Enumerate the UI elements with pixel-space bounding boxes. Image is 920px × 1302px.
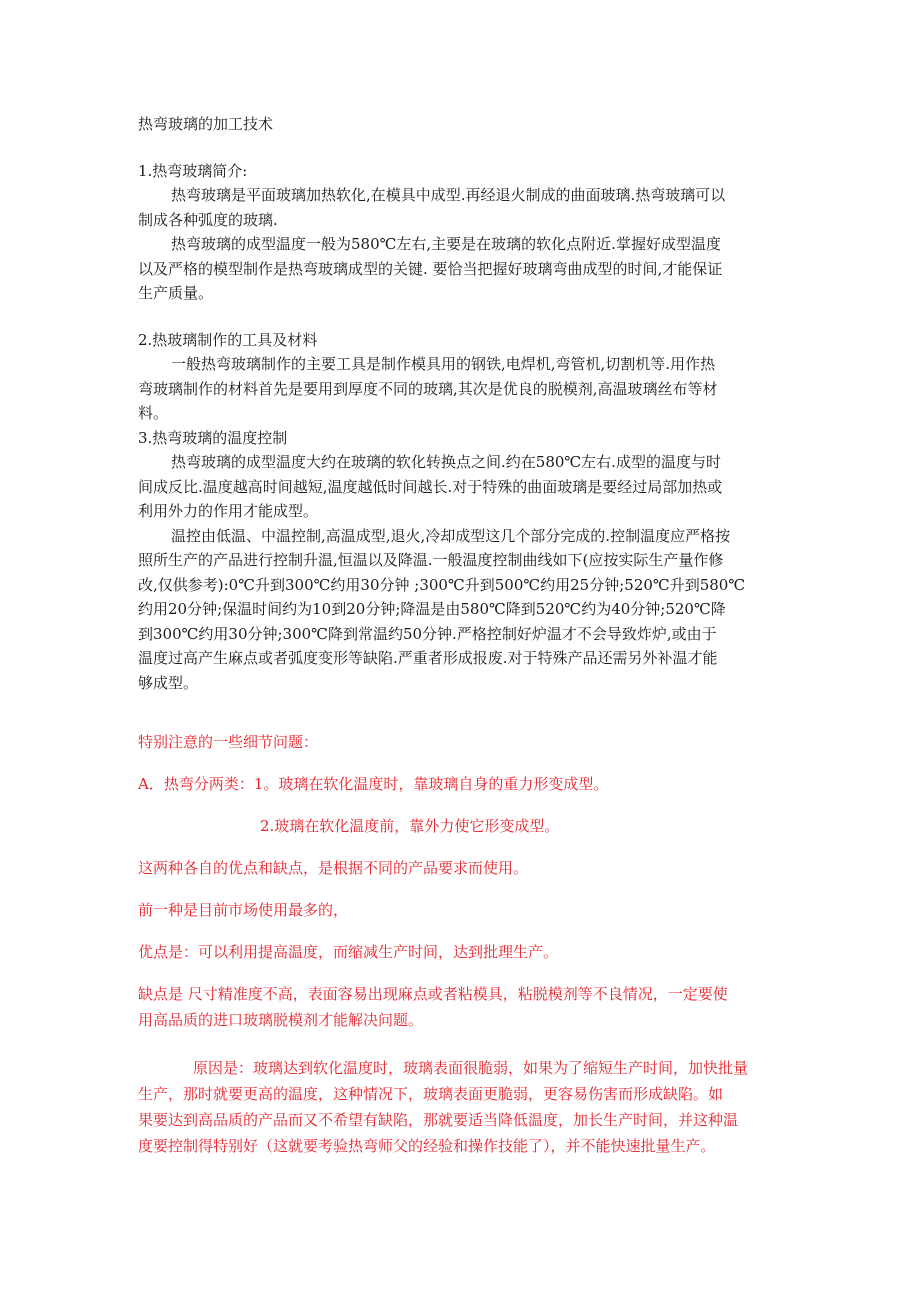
paragraph-line: 温度过高产生麻点或者弧度变形等缺陷.严重者形成报废.对于特殊产品还需另外补温才能 [138, 649, 718, 667]
note-reason-line: 度要控制得特别好（这就要考验热弯师父的经验和操作技能了），并不能快速批量生产。 [138, 1137, 716, 1155]
note-former: 前一种是目前市场使用最多的， [138, 901, 349, 919]
notes-section [138, 729, 788, 1159]
section-heading: 3.热弯玻璃的温度控制 [138, 428, 288, 447]
section-tools [138, 328, 788, 426]
note-reason-line: 生产，那时就要更高的温度，这种情况下，玻璃表面更脆弱，更容易伤害而形成缺陷。如 [138, 1085, 724, 1103]
paragraph-line: 一般热弯玻璃制作的主要工具是制作模具用的钢铁,电焊机,弯管机,切割机等.用作热 [171, 355, 716, 373]
note-cons-line: 缺点是 尺寸精准度不高，表面容易出现麻点或者粘模具，粘脱模剂等不良情况，一定要使 [138, 985, 728, 1003]
paragraph-line: 改,仅供参考):0℃升到300℃约用30分钟 ;300℃升到500℃约用25分钟;520℃升到580℃ [138, 575, 746, 594]
paragraph-line: 弯玻璃制作的材料首先是要用到厚度不同的玻璃,其次是优良的脱模剂,高温玻璃丝布等材 [138, 379, 718, 398]
paragraph-line: 到300℃约用30分钟;300℃降到常温约50分钟.严格控制好炉温才不会导致炸炉,或由于 [138, 624, 717, 643]
note-type-a1: A．热弯分两类：1。玻璃在软化温度时，靠玻璃自身的重力形变成型。 [138, 775, 609, 793]
paragraph-line: 利用外力的作用才能成型。 [138, 502, 319, 520]
document-page [138, 112, 788, 1159]
document-title: 热弯玻璃的加工技术 [138, 115, 274, 133]
section-heading: 2.热玻璃制作的工具及材料 [138, 330, 318, 349]
note-type-a2: 2.玻璃在软化温度前，靠外力使它形变成型。 [260, 817, 560, 835]
paragraph-line: 够成型。 [138, 673, 199, 692]
section-heading: 1.热弯玻璃简介: [138, 161, 248, 180]
notes-heading: 特别注意的一些细节问题： [138, 733, 319, 751]
paragraph-line: 热弯玻璃是平面玻璃加热软化,在模具中成型.再经退火制成的曲面玻璃.热弯玻璃可以 [171, 186, 726, 204]
paragraph-line: 生产质量。 [138, 284, 214, 302]
note-cons-line: 用高品质的进口玻璃脱模剂才能解决问题。 [138, 1011, 424, 1029]
paragraph-line: 热弯玻璃的成型温度一般为580℃左右,主要是在玻璃的软化点附近.掌握好成型温度 [171, 235, 721, 253]
note-reason-line: 原因是：玻璃达到软化温度时，玻璃表面很脆弱，如果为了缩短生产时间，加快批量 [193, 1059, 749, 1077]
paragraph-line: 照所生产的产品进行控制升温,恒温以及降温.一般温度控制曲线如下(应按实际生产量作修 [138, 551, 724, 569]
paragraph-line: 热弯玻璃的成型温度大约在玻璃的软化转换点之间.约在580℃左右.成型的温度与时 [171, 453, 721, 471]
paragraph-line: 约用20分钟;保温时间约为10到20分钟;降温是由580℃降到520℃约为40分钟;520℃降 [138, 600, 726, 618]
section-temperature [138, 426, 788, 696]
section-intro [138, 159, 788, 306]
note-pros: 优点是：可以利用提高温度，而缩减生产时间，达到批理生产。 [138, 943, 559, 961]
note-both: 这两种各自的优点和缺点，是根据不同的产品要求而使用。 [138, 859, 529, 877]
paragraph-line: 制成各种弧度的玻璃. [138, 210, 278, 229]
paragraph-line: 温控由低温、中温控制,高温成型,退火,冷却成型这几个部分完成的.控制温度应严格按 [171, 526, 731, 545]
paragraph-line: 间成反比.温度越高时间越短,温度越低时间越长.对于特殊的曲面玻璃是要经过局部加热或 [138, 477, 723, 496]
note-reason-line: 果要达到高品质的产品而又不希望有缺陷，那就要适当降低温度，加长生产时间，并这种温 [138, 1111, 739, 1129]
paragraph-line: 以及严格的模型制作是热弯玻璃成型的关键. 要恰当把握好玻璃弯曲成型的时间,才能保证 [138, 259, 723, 278]
paragraph-line: 料。 [138, 404, 169, 422]
